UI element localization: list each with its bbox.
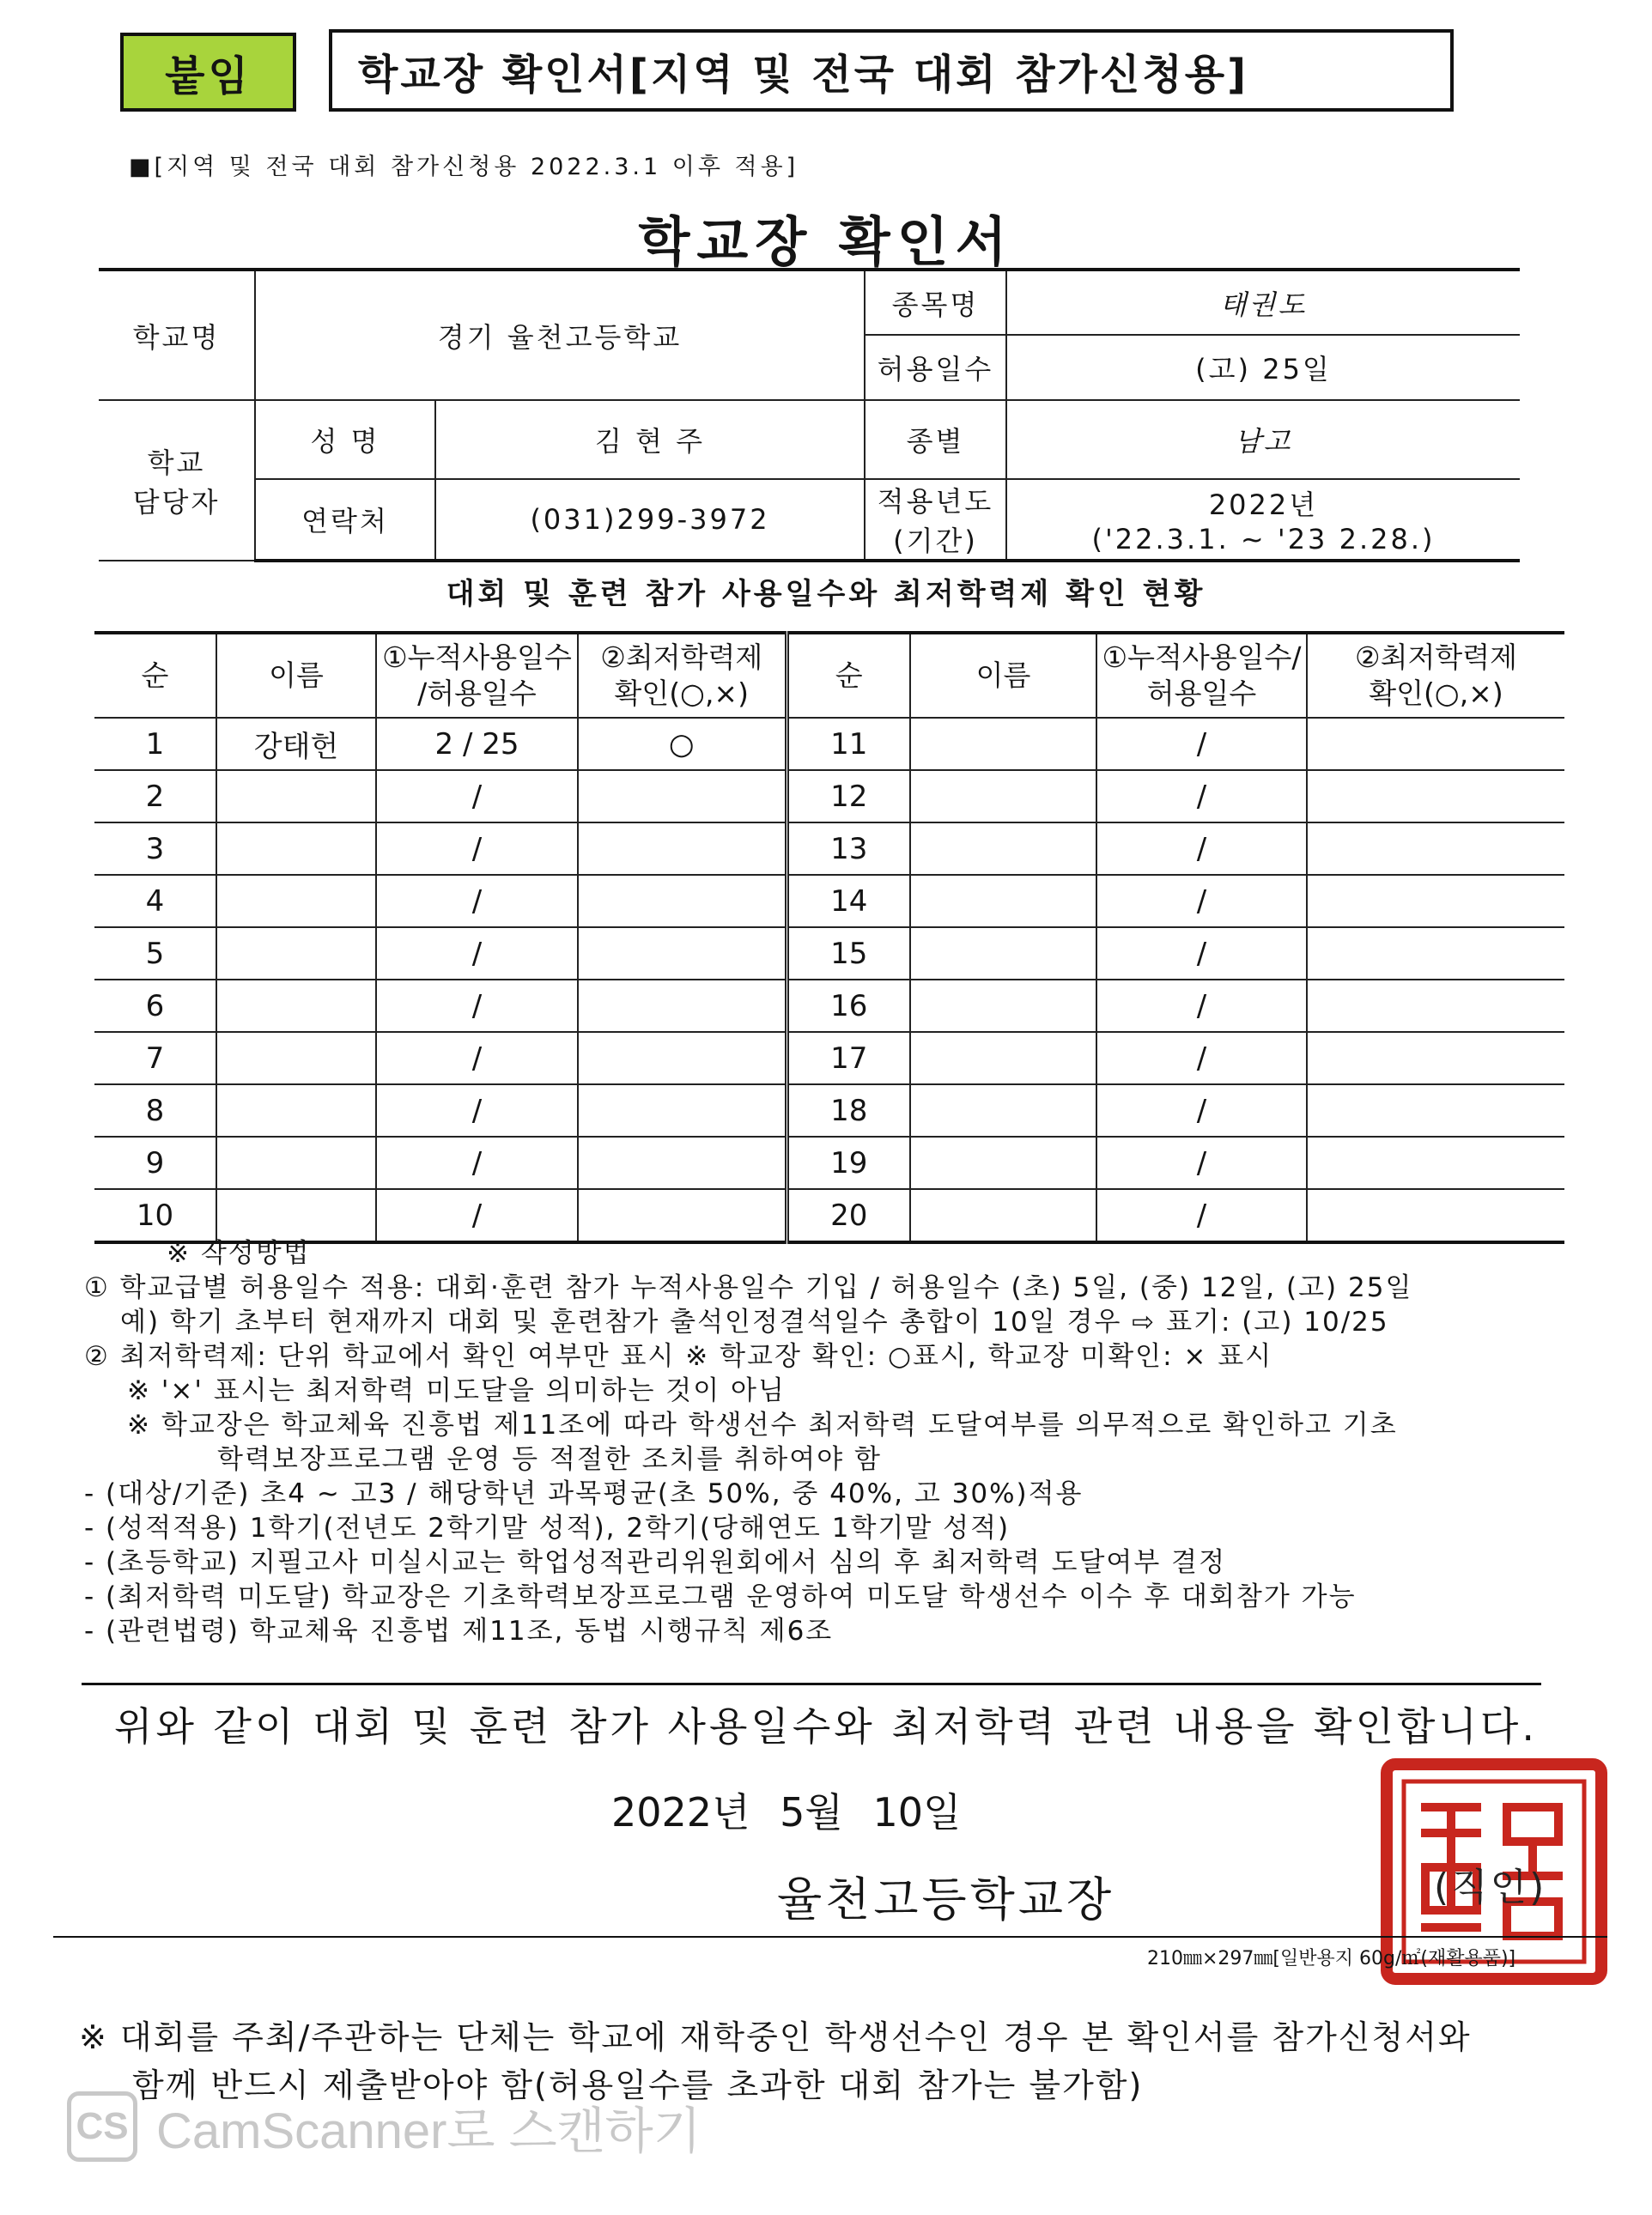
row-name [216,927,376,980]
row-check [1307,1137,1564,1189]
row-no: 19 [787,1137,910,1189]
row-days: / [376,1189,578,1242]
row-name [910,875,1096,927]
row-check [1307,718,1564,770]
footnote-line1: ※ 대회를 주최/주관하는 단체는 학교에 재학중인 학생선수인 경우 본 확인서를 참가신청서와 [79,2018,1472,2056]
col-name-header: 이름 [216,633,376,718]
seal-mark: (직인) [1434,1866,1547,1909]
manager-name-value: 김 현 주 [435,400,865,479]
row-no: 8 [94,1084,216,1137]
row-name [910,980,1096,1032]
row-no: 13 [787,822,910,875]
instruction-2-note-a: ※ '×' 표시는 최저학력 미도달을 의미하는 것이 아님 [127,1375,786,1406]
col-name-header-right: 이름 [910,633,1096,718]
row-name [216,875,376,927]
detail-grades: - (성적적용) 1학기(전년도 2학기말 성적), 2학기(당해연도 1학기말 성적) [84,1513,1011,1544]
col-check-header-line1: ②최저학력제 [600,640,763,674]
issue-date: 2022년 5월 10일 [611,1789,962,1836]
applicability-note: ■[지역 및 전국 대회 참가신청용 2022.3.1 이후 적용] [129,154,799,180]
row-name [910,1137,1096,1189]
row-days: / [376,1137,578,1189]
detail-elementary: - (초등학교) 지필고사 미실시교는 학업성적관리위원회에서 심의 후 최저학력 도달여부 결정 [84,1547,1227,1578]
row-no: 2 [94,770,216,822]
row-days: / [1096,1084,1307,1137]
row-check [1307,1084,1564,1137]
row-no: 17 [787,1032,910,1084]
table-row [94,1189,1564,1242]
col-days-header-line2: /허용일수 [417,677,537,710]
school-name-value: 경기 율천고등학교 [255,270,865,400]
col-check-header [578,633,787,718]
row-no: 1 [94,718,216,770]
notes-divider [82,1683,1541,1685]
row-days: / [376,875,578,927]
instructions [84,1236,1595,1648]
row-days: / [376,1084,578,1137]
col-check-header-right-line2: 확인(○,×) [1369,677,1503,710]
row-no: 16 [787,980,910,1032]
col-days-header [376,633,578,718]
row-check [578,1084,787,1137]
row-check [578,980,787,1032]
table-row [94,718,1564,770]
row-days: / [1096,980,1307,1032]
row-no: 12 [787,770,910,822]
document-title: 학교장 확인서 [638,210,1014,273]
row-name: 강태헌 [216,718,376,770]
table-row [94,1084,1564,1137]
participants-table [94,631,1564,1244]
col-check-header-right [1307,633,1564,718]
table-row [94,927,1564,980]
row-days: / [376,770,578,822]
row-days: / [376,822,578,875]
row-check [578,1189,787,1242]
period-value-range: ('22.3.1. ~ '23 2.28.) [1091,523,1436,555]
period-value-year: 2022년 [1208,489,1319,521]
paper-size-note: 210㎜×297㎜[일반용지 60g/㎡(재활용품)] [1147,1948,1516,1969]
row-name [216,770,376,822]
period-value [1006,479,1520,561]
instructions-title: ※ 작성방법 [167,1238,311,1269]
row-no: 5 [94,927,216,980]
row-check [1307,770,1564,822]
table-row [94,1032,1564,1084]
row-days: 2 / 25 [376,718,578,770]
col-check-header-right-line1: ②최저학력제 [1355,640,1517,674]
allowed-days-label: 허용일수 [865,335,1006,400]
row-name [910,770,1096,822]
row-name [216,1084,376,1137]
header-title: 학교장 확인서[지역 및 전국 대회 참가신청용] [329,29,1454,112]
row-name [910,1032,1096,1084]
row-no: 6 [94,980,216,1032]
period-label-line2: (기간) [893,525,978,557]
school-info-table [99,268,1520,562]
col-check-header-line2: 확인(○,×) [614,677,749,710]
table-row [94,822,1564,875]
row-check [578,770,787,822]
table-header-row [94,633,1564,718]
row-no: 10 [94,1189,216,1242]
table-row [94,770,1564,822]
watermark-text: CamScanner로 스캔하기 [156,2103,701,2159]
row-check [1307,1189,1564,1242]
row-check [578,927,787,980]
row-no: 11 [787,718,910,770]
sport-value: 태권도 [1006,270,1520,335]
row-check [578,1032,787,1084]
section-title: 대회 및 훈련 참가 사용일수와 최저학력제 확인 현황 [446,577,1206,611]
row-check [1307,980,1564,1032]
allowed-days-value: (고) 25일 [1006,335,1520,400]
col-days-header-right-line1: ①누적사용일수/ [1102,640,1302,674]
row-no: 9 [94,1137,216,1189]
row-days: / [1096,718,1307,770]
period-label [865,479,1006,561]
sport-label: 종목명 [865,270,1006,335]
row-no: 18 [787,1084,910,1137]
row-check: ○ [578,718,787,770]
row-name [216,1189,376,1242]
detail-below-minimum: - (최저학력 미도달) 학교장은 기초학력보장프로그램 운영하여 미도달 학생선수 이수 후 대회참가 가능 [84,1581,1357,1612]
category-label: 종별 [865,400,1006,479]
manager-label [99,400,255,561]
row-days: / [376,980,578,1032]
instruction-1-example: 예) 학기 초부터 현재까지 대회 및 훈련참가 출석인정결석일수 총합이 10일 경우 ⇨ 표기: (고) 10/25 [120,1307,1389,1338]
row-days: / [376,1032,578,1084]
row-check [1307,822,1564,875]
row-check [578,1137,787,1189]
row-days: / [1096,770,1307,822]
row-name [910,927,1096,980]
instruction-2: ② 최저학력제: 단위 학교에서 확인 여부만 표시 ※ 학교장 확인: ○표시, 학교장 미확인: × 표시 [84,1341,1273,1372]
row-check [1307,1032,1564,1084]
table-row [94,875,1564,927]
row-days: / [1096,822,1307,875]
manager-name-label: 성 명 [255,400,435,479]
period-label-line1: 적용년도 [877,485,994,518]
row-days: / [376,927,578,980]
col-days-header-right [1096,633,1307,718]
row-no: 7 [94,1032,216,1084]
row-name [216,822,376,875]
col-days-header-right-line2: 허용일수 [1146,677,1257,710]
instruction-1: ① 학교급별 허용일수 적용: 대회·훈련 참가 누적사용일수 기입 / 허용일수 (초) 5일, (중) 12일, (고) 25일 [84,1272,1413,1303]
confirmation-statement: 위와 같이 대회 및 훈련 참가 사용일수와 최저학력 관련 내용을 확인합니다. [114,1703,1538,1750]
col-no-header-right: 순 [787,633,910,718]
table-row [94,1137,1564,1189]
row-name [910,1189,1096,1242]
manager-label-line2: 담당자 [132,485,221,519]
instruction-2-note-b: ※ 학교장은 학교체육 진흥법 제11조에 따라 학생선수 최저학력 도달여부를 의무적으로 확인하고 기초 [127,1410,1398,1441]
category-value: 남고 [1006,400,1520,479]
row-name [216,980,376,1032]
footnote-line2: 함께 반드시 제출받아야 함(허용일수를 초과한 대회 참가는 불가함) [132,2066,1144,2104]
manager-label-line1: 학교 [147,446,206,479]
principal-signature-line: 율천고등학교장 [777,1872,1115,1927]
row-no: 14 [787,875,910,927]
row-check [1307,875,1564,927]
detail-law: - (관련법령) 학교체육 진흥법 제11조, 동법 시행규칙 제6조 [84,1616,834,1647]
row-no: 20 [787,1189,910,1242]
row-days: / [1096,1189,1307,1242]
row-days: / [1096,927,1307,980]
row-check [578,875,787,927]
school-name-label: 학교명 [99,270,255,400]
col-no-header: 순 [94,633,216,718]
row-name [910,1084,1096,1137]
manager-contact-label: 연락처 [255,479,435,561]
row-days: / [1096,1137,1307,1189]
row-no: 4 [94,875,216,927]
row-days: / [1096,875,1307,927]
row-name [910,718,1096,770]
attachment-badge: 붙임 [120,33,296,112]
col-days-header-line1: ①누적사용일수 [382,640,572,674]
instruction-2-note-c: 학력보장프로그램 운영 등 적절한 조치를 취하여야 함 [217,1444,882,1475]
camscanner-logo-icon: CS [67,2091,137,2162]
row-no: 15 [787,927,910,980]
row-name [910,822,1096,875]
bottom-divider [53,1936,1607,1938]
row-check [578,822,787,875]
camscanner-watermark [67,2091,701,2163]
row-no: 3 [94,822,216,875]
detail-target: - (대상/기준) 초4 ~ 고3 / 해당학년 과목평균(초 50%, 중 40%, 고 30%)적용 [84,1478,1084,1509]
row-days: / [1096,1032,1307,1084]
row-name [216,1032,376,1084]
row-check [1307,927,1564,980]
table-row [94,980,1564,1032]
manager-contact-value: (031)299-3972 [435,479,865,561]
row-name [216,1137,376,1189]
